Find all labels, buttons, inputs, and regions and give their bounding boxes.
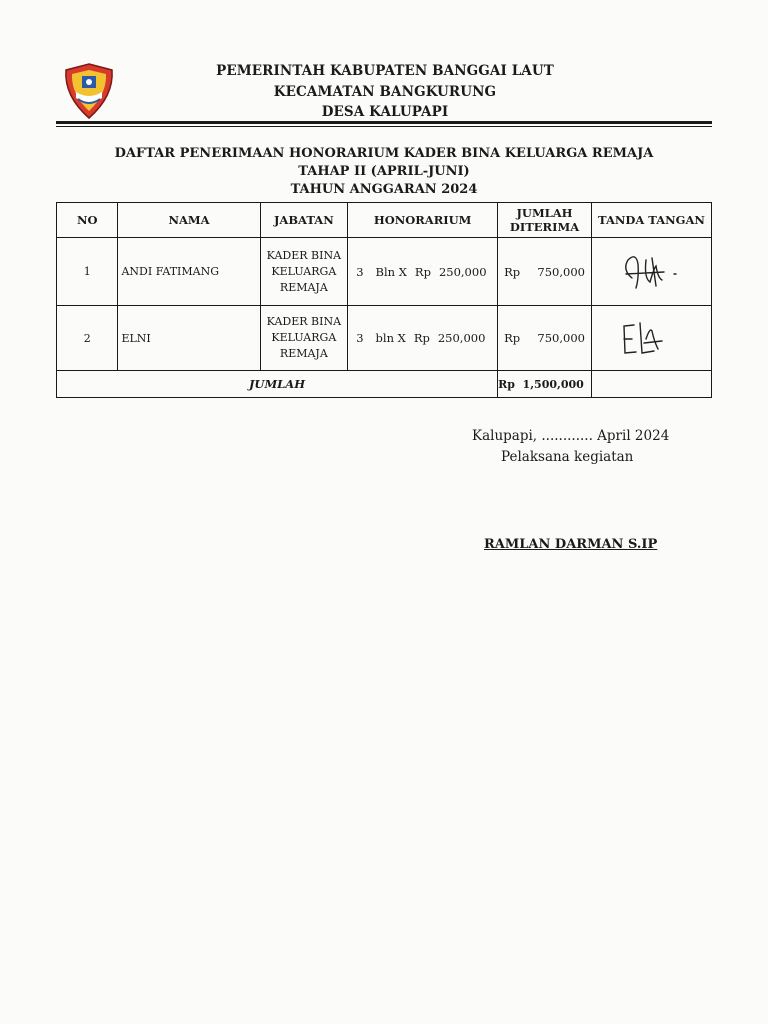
header-jabatan: JABATAN: [260, 203, 348, 238]
total-label: JUMLAH: [57, 371, 498, 398]
cell-signature: [591, 238, 711, 306]
cell-empty: [591, 371, 711, 398]
honor-qty: 3: [356, 331, 364, 345]
signature-andi-fatimang: [592, 238, 711, 302]
header-line-government: PEMERINTAH KABUPATEN BANGGAI LAUT: [216, 63, 554, 79]
honor-qty: 3: [356, 264, 364, 279]
signer-role: Pelaksana kegiatan: [501, 449, 634, 465]
jabatan-line: REMAJA: [279, 347, 328, 360]
honor-unit: Bln X: [375, 264, 407, 279]
diterima-currency: Rp: [504, 331, 521, 345]
cell-diterima: [498, 238, 592, 306]
honorarium-table: [56, 202, 712, 398]
honor-rate: 250,000: [437, 331, 486, 345]
header-line-village: DESA KALUPAPI: [321, 104, 449, 120]
letterhead-rule-thick: [56, 121, 712, 124]
cell-honorarium: [348, 306, 498, 371]
cell-jabatan: [260, 306, 348, 371]
header-tanda-tangan: TANDA TANGAN: [591, 203, 711, 238]
diterima-amount: 750,000: [537, 264, 585, 279]
regency-emblem-icon: [62, 62, 116, 120]
document-subtitle-stage: TAHAP II (APRIL-JUNI): [298, 164, 470, 179]
header-jumlah-diterima: [498, 203, 592, 238]
jabatan-line: KADER BINA: [266, 315, 342, 328]
honor-rate: 250,000: [438, 264, 487, 279]
place-date: Kalupapi, ............ April 2024: [472, 428, 670, 444]
honor-unit: bln X: [375, 331, 406, 345]
honor-currency: Rp: [413, 331, 430, 345]
signature-elni: [592, 309, 711, 365]
cell-no: 1: [57, 238, 118, 306]
jabatan-line: KADER BINA: [266, 248, 342, 262]
jabatan-line: KELUARGA: [271, 331, 337, 344]
document-title: DAFTAR PENERIMAAN HONORARIUM KADER BINA KELUARGA REMAJA: [114, 146, 654, 161]
letterhead-rule-thin: [56, 126, 712, 127]
cell-nama: ANDI FATIMANG: [118, 238, 260, 306]
cell-signature: [591, 306, 711, 371]
header-jumlah-line2: DITERIMA: [509, 220, 580, 234]
cell-diterima: [498, 306, 592, 371]
total-value: Rp 1,500,000: [498, 371, 592, 398]
honor-currency: Rp: [414, 264, 431, 279]
table-row: [57, 306, 712, 371]
table-row: [57, 238, 712, 306]
jabatan-line: REMAJA: [279, 280, 328, 294]
diterima-amount: 750,000: [537, 331, 585, 345]
header-line-district: KECAMATAN BANGKURUNG: [273, 84, 497, 100]
header-nama: NAMA: [118, 203, 260, 238]
cell-no: 2: [57, 306, 118, 371]
cell-nama: ELNI: [118, 306, 260, 371]
jabatan-line: KELUARGA: [271, 264, 337, 278]
header-honorarium: HONORARIUM: [348, 203, 498, 238]
cell-honorarium: [348, 238, 498, 306]
header-jumlah-line1: JUMLAH: [516, 206, 573, 220]
diterima-currency: Rp: [504, 264, 521, 279]
table-total-row: [57, 371, 712, 398]
cell-jabatan: [260, 238, 348, 306]
table-header-row: [57, 203, 712, 238]
document-subtitle-year: TAHUN ANGGARAN 2024: [290, 182, 478, 197]
signer-name: RAMLAN DARMAN S.IP: [484, 537, 658, 552]
header-no: NO: [57, 203, 118, 238]
